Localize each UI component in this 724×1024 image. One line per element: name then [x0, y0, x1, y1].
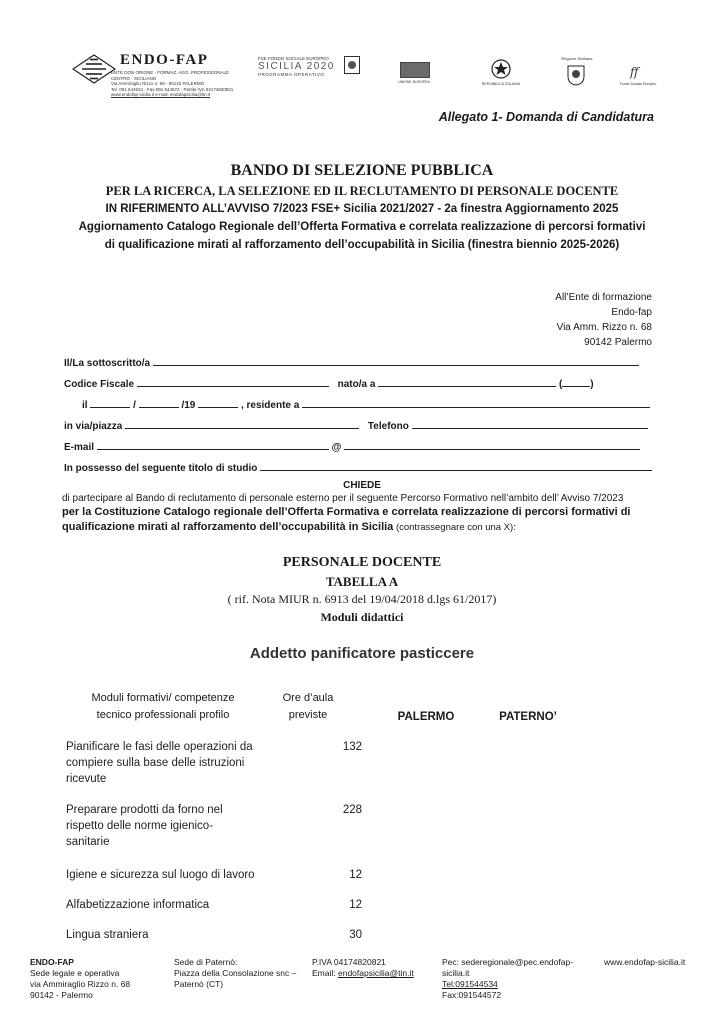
footer-line: P.IVA 04174820821	[312, 957, 386, 967]
sicilia-2020-logo	[258, 56, 338, 77]
chiede-tail-span: (contrassegnare con una X):	[393, 522, 516, 533]
sottoscritto-label: Il/La sottoscritto/a	[64, 358, 151, 369]
paterno-checkbox[interactable]	[488, 802, 568, 818]
table-row-ore: 12	[349, 869, 362, 881]
titolo-label: In possesso del seguente titolo di studio	[64, 463, 258, 474]
table-header-paterno: PATERNO’	[499, 711, 557, 723]
footer-pec-line[interactable]: Pec: sederegionale@pec.endofap-	[442, 957, 574, 967]
title-line-2: PER LA RICERCA, LA SELEZIONE ED IL RECLUTAMENTO DI PERSONALE DOCENTE	[105, 184, 619, 198]
footer-col-paterno	[174, 957, 296, 990]
recipient-address	[555, 290, 652, 350]
page-title: BANDO DI SELEZIONE PUBBLICA	[230, 162, 494, 179]
telefono-field[interactable]	[412, 418, 648, 429]
palermo-checkbox[interactable]	[386, 739, 466, 755]
title-line-3: IN RIFERIMENTO ALL’AVVISO 7/2023 FSE+ Sicilia 2021/2027 - 2a finestra Aggiornamento 2025	[105, 203, 619, 215]
ue-label: UNIONE EUROPEA	[398, 80, 430, 84]
footer-line: Sede legale e operativa	[30, 968, 120, 978]
table-row-ore: 228	[342, 804, 362, 816]
province-field[interactable]	[562, 376, 590, 387]
birth-day-field[interactable]	[90, 397, 130, 408]
recipient-line: 90142 Palermo	[584, 337, 652, 348]
regione-emblem-icon	[566, 64, 586, 86]
form-row-birthdate	[64, 397, 650, 411]
palermo-checkbox[interactable]	[386, 927, 466, 943]
paterno-checkbox[interactable]	[488, 867, 568, 883]
programma-label: PROGRAMMA OPERATIVO	[258, 72, 325, 77]
footer-line: ENDO-FAP	[30, 957, 74, 967]
footer-pec-line[interactable]: sicilia.it	[442, 968, 470, 978]
table-row-modulo: Igiene e sicurezza sul luogo di lavoro	[66, 869, 255, 881]
form-row-via	[64, 418, 648, 432]
email-domain-field[interactable]	[344, 439, 640, 450]
endo-fap-subtitle	[111, 70, 236, 98]
footer-email-label: Email:	[312, 968, 338, 978]
footer-line: Piazza della Consolazione snc –	[174, 968, 297, 978]
header-logos	[0, 0, 724, 100]
regione-label: Regione Siciliana	[561, 56, 593, 61]
palermo-checkbox[interactable]	[386, 897, 466, 913]
year-prefix-label: /19	[181, 400, 196, 411]
course-title: Addetto panificatore pasticcere	[249, 645, 475, 662]
recipient-line: Endo-fap	[611, 307, 652, 318]
allegato-label: Allegato 1- Domanda di Candidatura	[438, 110, 654, 124]
codice-fiscale-label: Codice Fiscale	[64, 379, 135, 390]
recipient-line: Via Amm. Rizzo n. 68	[556, 322, 652, 333]
form-row-titolo	[64, 460, 652, 474]
footer-email-line	[312, 968, 414, 979]
table-row-modulo: Alfabetizzazione informatica	[66, 899, 210, 911]
form-row-sottoscritto	[64, 355, 639, 369]
endo-fap-name: ENDO-FAP	[120, 52, 209, 68]
eu-flag-icon	[400, 62, 430, 78]
chiede-bold-span: per la Costituzione Catalogo regionale dell’Offerta Formativa e correlata realizzazione di percorsi formativi di qualificazione mirati al rafforzamento dell’occupabilità in Sicilia	[62, 506, 631, 533]
palermo-checkbox[interactable]	[386, 802, 466, 818]
table-header-ore: Ore d’aula previste	[282, 692, 334, 721]
table-row-modulo: Preparare prodotti da forno nel rispetto delle norme igienico-sanitarie	[66, 804, 223, 848]
svg-text:ff: ff	[630, 65, 639, 79]
birthplace-field[interactable]	[378, 376, 556, 387]
email-label: E-mail	[64, 442, 95, 453]
il-label: il	[82, 400, 88, 411]
paterno-checkbox[interactable]	[488, 927, 568, 943]
province-paren: )	[590, 379, 594, 390]
residence-field[interactable]	[302, 397, 650, 408]
fse-emblem-icon	[628, 64, 648, 80]
province-paren: (	[558, 379, 563, 390]
rif-note: ( rif. Nota MIUR n. 6913 del 19/04/2018 d.lgs 61/2017)	[227, 592, 497, 606]
table-header-palermo: PALERMO	[397, 711, 455, 723]
via-label: in via/piazza	[64, 421, 123, 432]
repubblica-emblem-icon	[490, 58, 512, 80]
fse-label: FSE FONDO SOCIALE EUROPEO	[258, 56, 329, 61]
codice-fiscale-field[interactable]	[137, 376, 329, 387]
chiede-label: CHIEDE	[343, 480, 381, 491]
footer-tel-line: Tel:091544534	[442, 979, 498, 989]
footer-col-piva	[312, 957, 414, 979]
personale-docente-heading: PERSONALE DOCENTE	[282, 555, 442, 570]
footer-website-link[interactable]: www.endofap-sicilia.it	[604, 957, 686, 967]
endo-sub-line: www.endofap-sicilia.it e-mail: endofapsicilia@tin.it	[111, 92, 211, 97]
footer-line: Paternò (CT)	[174, 979, 224, 989]
table-header-moduli: Moduli formativi/ competenze tecnico professionali profilo	[91, 692, 235, 721]
birth-month-field[interactable]	[139, 397, 179, 408]
footer-line: 90142 - Palermo	[30, 990, 93, 1000]
footer-fax-line: Fax:091544572	[442, 990, 502, 1000]
table-row-ore: 12	[349, 899, 362, 911]
endo-fap-logo-icon	[72, 54, 116, 84]
table-row-ore: 132	[342, 741, 362, 753]
paterno-checkbox[interactable]	[488, 897, 568, 913]
form-row-codice-fiscale	[64, 376, 594, 390]
table-row-modulo: Pianificare le fasi delle operazioni da compiere sulla base delle istruzioni ricevute	[66, 741, 253, 785]
endo-sub-line: Via Ammiraglio Rizzo n. 68 - 90142 PALERMO	[111, 81, 205, 86]
footer-email-link[interactable]: endofapsicilia@tin.it	[337, 968, 414, 978]
via-field[interactable]	[125, 418, 359, 429]
endo-sub-line: ENTE DON ORIONE - FORMAZ. AGG. PROFESSIONALE	[111, 70, 230, 75]
paterno-checkbox[interactable]	[488, 739, 568, 755]
chiede-text-line: di partecipare al Bando di reclutamento di personale esterno per il seguente Percorso Formativo nell’ambito dell’ Avviso 7/2023	[62, 493, 624, 504]
birth-year-field[interactable]	[198, 397, 238, 408]
recipient-line: All’Ente di formazione	[555, 292, 652, 303]
fse-right-label: Fondo Sociale Europeo	[619, 82, 657, 86]
title-line-5: di qualificazione mirati al rafforzamento dell’occupabilità in Sicilia (finestra biennio 2025-2026)	[104, 239, 620, 251]
telefono-label: Telefono	[367, 421, 409, 432]
endo-sub-line: CENTRO - SICILIANO	[111, 75, 157, 81]
footer-col-endofap	[30, 957, 130, 1001]
titolo-field[interactable]	[260, 460, 652, 471]
title-line-4: Aggiornamento Catalogo Regionale dell’Offerta Formativa e correlata realizzazione di percorsi formativi	[78, 221, 646, 233]
footer-line: via Ammiraglio Rizzo n. 68	[30, 979, 131, 989]
table-row-modulo: Lingua straniera	[66, 929, 149, 941]
sottoscritto-field[interactable]	[153, 355, 639, 366]
tabella-heading: TABELLA A	[325, 574, 399, 589]
at-label: @	[331, 442, 342, 453]
repubblica-label: REPUBBLICA ITALIANA	[481, 82, 521, 86]
footer-col-contacts	[442, 957, 573, 1001]
table-row-ore: 30	[349, 929, 362, 941]
nato-label: nato/a a	[337, 379, 376, 390]
palermo-checkbox[interactable]	[386, 867, 466, 883]
sicilia-emblem-icon	[344, 56, 360, 74]
endo-sub-line: Tel. 091 544534 - Fax 091 544572 - Partita IVA 04174820821	[111, 86, 234, 92]
sicilia-label: SICILIA 2020	[258, 61, 335, 72]
residente-label: , residente a	[240, 400, 300, 411]
form-row-email	[64, 439, 640, 453]
slash-label: /	[133, 400, 136, 411]
email-user-field[interactable]	[97, 439, 329, 450]
footer-line: Sede di Paternò:	[174, 957, 238, 967]
moduli-heading: Moduli didattici	[320, 610, 404, 624]
chiede-text	[62, 492, 662, 535]
chiede-text-bold	[62, 505, 662, 535]
